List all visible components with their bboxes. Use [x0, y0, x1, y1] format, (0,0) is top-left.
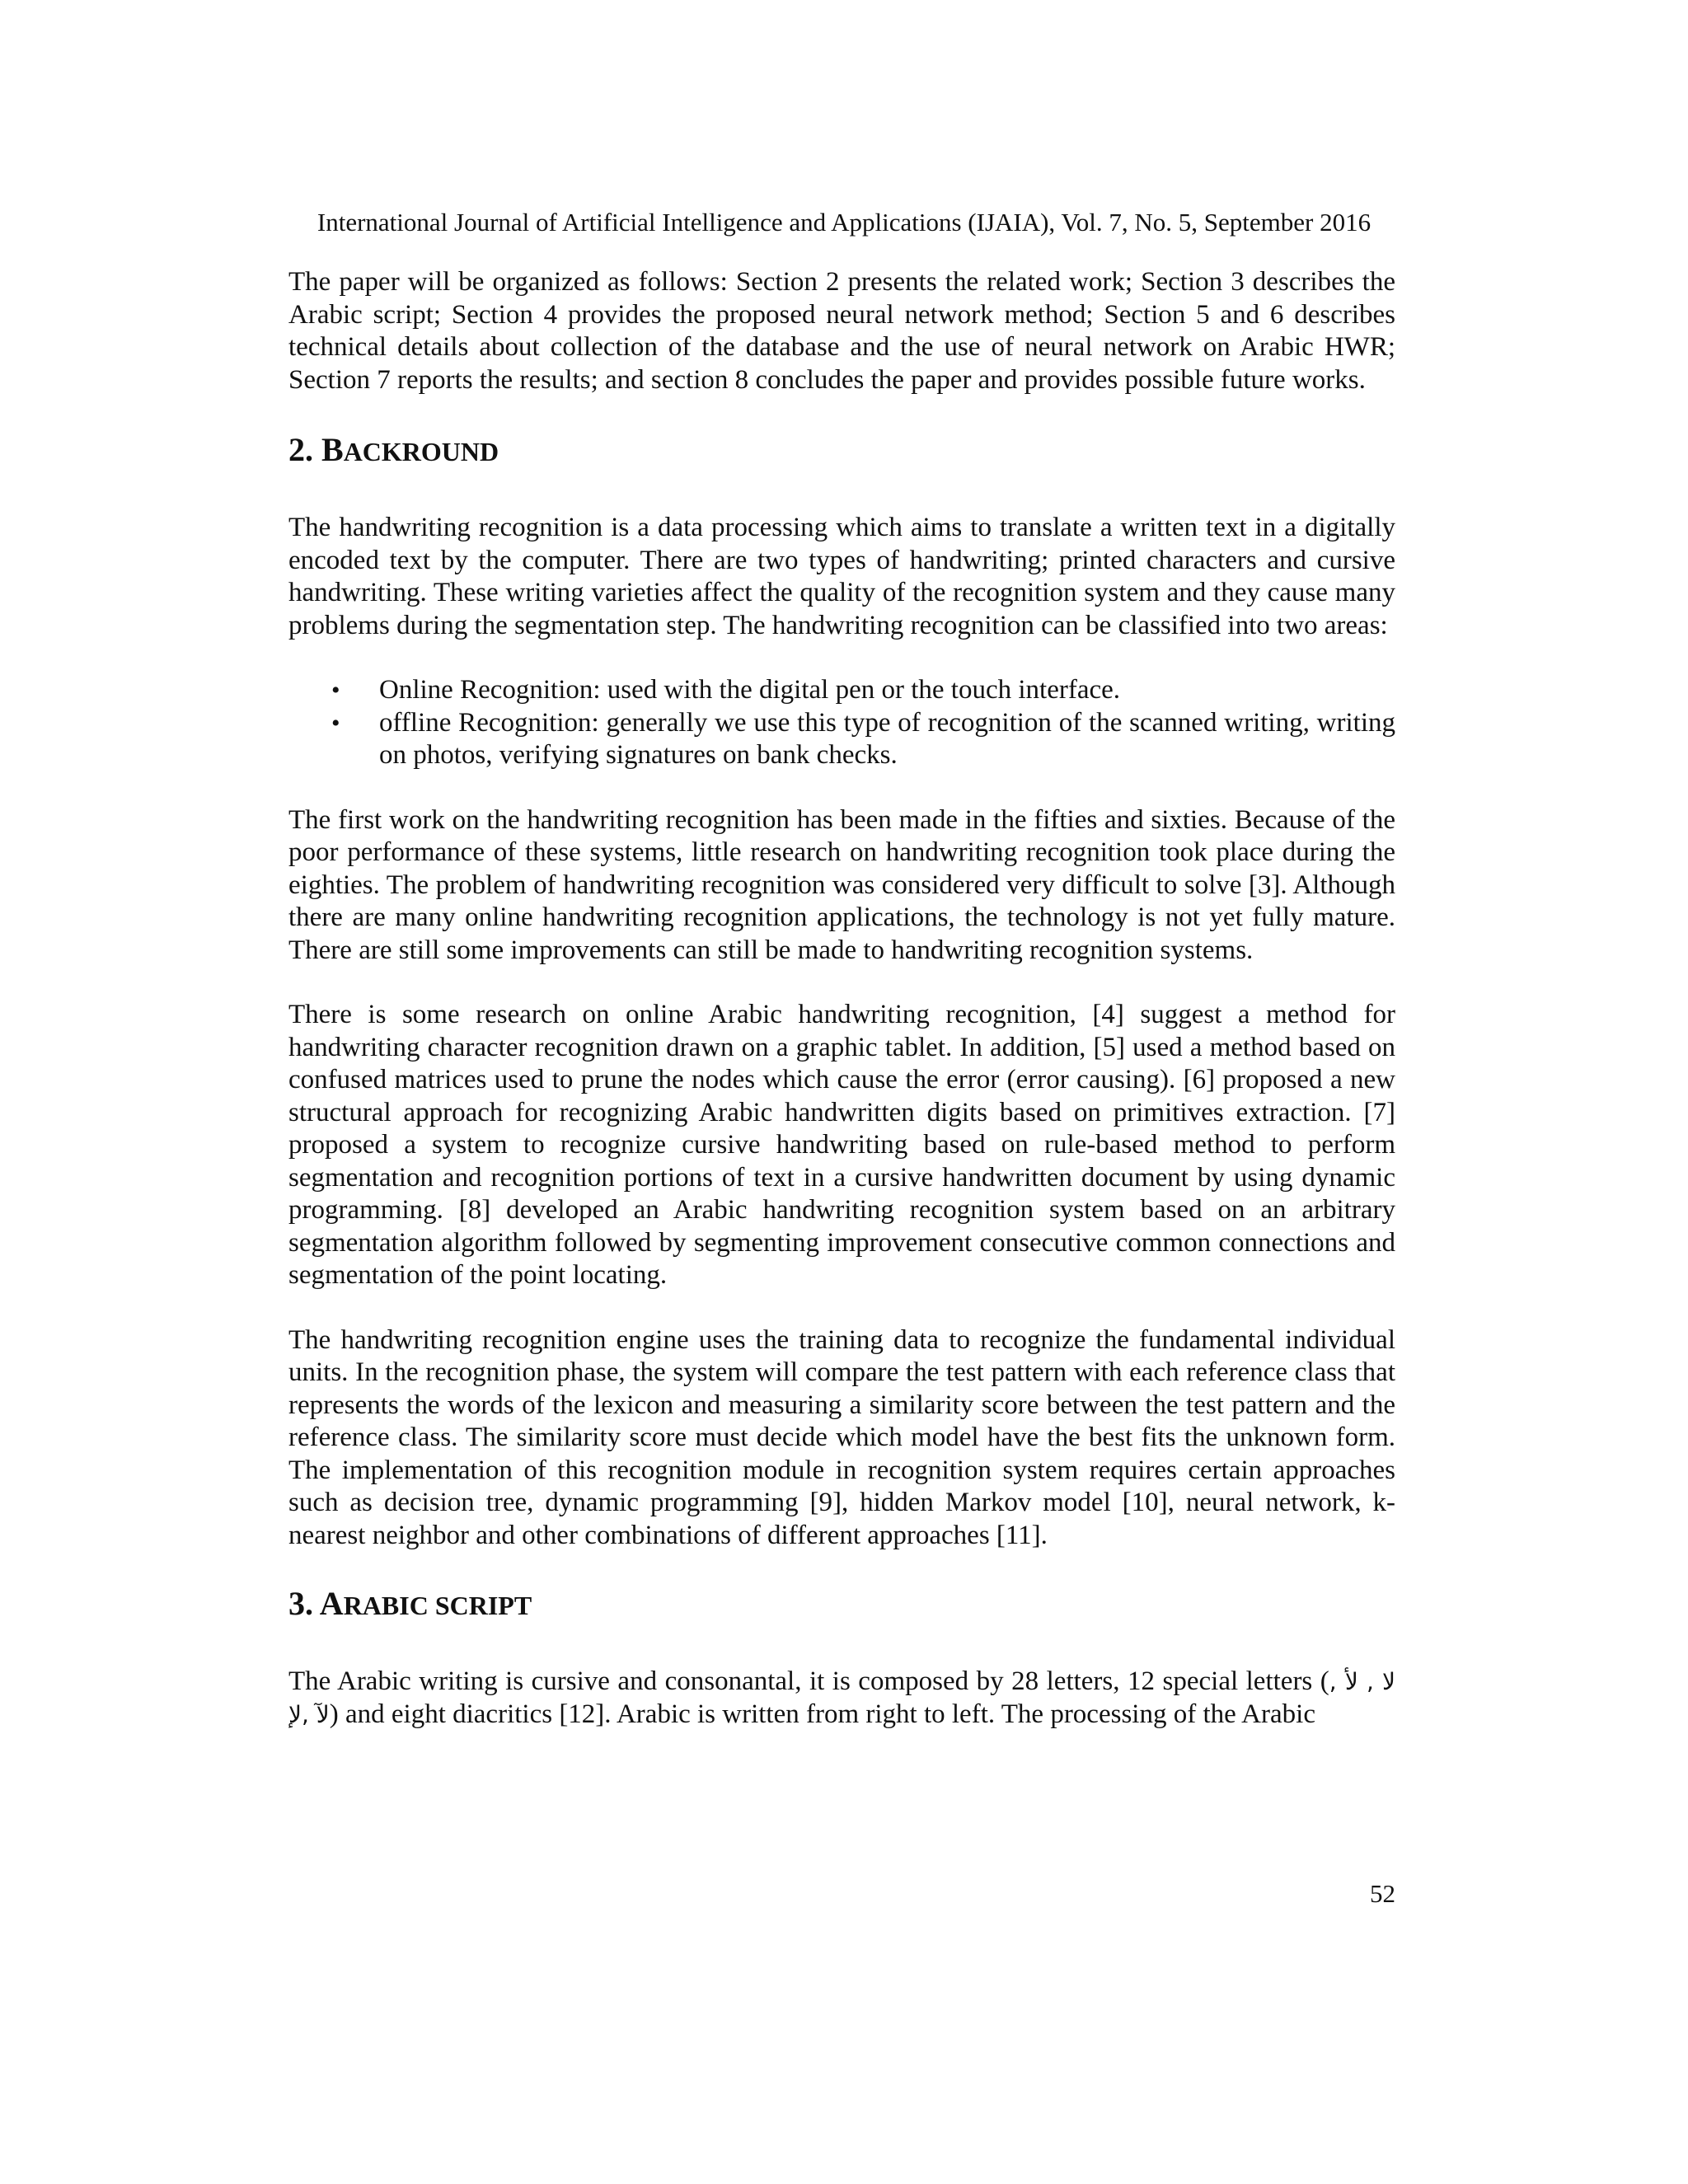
intro-paragraph: The paper will be organized as follows: Section 2 presents the related work; Section 3 describes the Arabic script; Section 4 provides the proposed neural network method; Section 5 and 6 describes technical details about collection of the database and the use of neural network on Arabic HWR; Section 7 reports the results; and section 8 concludes the paper and provides possible future works. — [288, 267, 1395, 395]
section-2-paragraph-2: The first work on the handwriting recognition has been made in the fifties and sixties. Because of the poor performance of these systems, little research on handwriting recognition took place during the eighties. The problem of handwriting recognition was considered very difficult to solve [3]. Although there are many online handwriting recognition applications, the technology is not yet fully mature. There are still some improvements can still be made to handwriting recognition systems. — [288, 804, 1395, 965]
section-2-number: 2. — [288, 431, 313, 468]
section-3-heading — [288, 1584, 1395, 1625]
list-item-text: offline Recognition: generally we use this type of recognition of the scanned writing, writing on photos, verifying signatures on bank checks. — [379, 707, 1395, 770]
arabic-special-letters: ﻻ , ﻷ , ﻵ ,ﻹ — [288, 1668, 1395, 1728]
section-2-title-rest: ACKROUND — [343, 437, 499, 466]
section-2-paragraph-3: There is some research on online Arabic handwriting recognition, [4] suggest a method for handwriting character recognition drawn on a graphic tablet. In addition, [5] used a method based on confused matrices used to prune the nodes which cause the error (error causing). [6] proposed a new structural approach for recognizing Arabic handwritten digits based on primitives extraction. [7] proposed a system to recognize cursive handwriting based on rule-based method to perform segmentation and recognition portions of text in a cursive handwritten document by using dynamic programming. [8] developed an Arabic handwriting recognition system based on an arbitrary segmentation algorithm followed by segmenting improvement consecutive common connections and segmentation of the point locating. — [288, 1000, 1395, 1290]
section-3-text-start: The Arabic writing is cursive and consonantal, it is composed by 28 letters, 12 special letters ( — [288, 1666, 1329, 1696]
recognition-types-list — [288, 674, 1395, 772]
section-3-title-initial: A — [319, 1585, 344, 1622]
list-item-text: Online Recognition: used with the digital pen or the touch interface. — [379, 675, 1121, 705]
section-3-text-end: ) and eight diacritics [12]. Arabic is written from right to left. The processing of the Arabic — [329, 1699, 1315, 1729]
section-2-heading — [288, 430, 1395, 471]
section-2-title-initial: B — [321, 431, 344, 468]
bullet-icon: • — [331, 677, 340, 704]
section-3-number: 3. — [288, 1585, 313, 1622]
bullet-icon: • — [331, 709, 340, 737]
list-item — [288, 707, 1395, 772]
section-3-paragraph — [288, 1666, 1395, 1731]
section-3-title-rest: RABIC SCRIPT — [343, 1591, 532, 1620]
section-2-paragraph-4: The handwriting recognition engine uses the training data to recognize the fundamental individual units. In the recognition phase, the system will compare the test pattern with each reference class that represents the words of the lexicon and measuring a similarity score between the test pattern and the reference class. The similarity score must decide which model have the best fits the unknown form. The implementation of this recognition module in recognition system requires certain approaches such as decision tree, dynamic programming [9], hidden Markov model [10], neural network, k-nearest neighbor and other combinations of different approaches [11]. — [288, 1324, 1395, 1550]
page-body — [288, 266, 1395, 1763]
list-item — [288, 674, 1395, 707]
section-2-paragraph-1: The handwriting recognition is a data processing which aims to translate a written text in a digitally encoded text by the computer. There are two types of handwriting; printed characters and cursive handwriting. These writing varieties affect the quality of the recognition system and they cause many problems during the segmentation step. The handwriting recognition can be classified into two areas: — [288, 513, 1395, 640]
page-number: 52 — [1370, 1879, 1395, 1908]
running-header: International Journal of Artificial Intelligence and Applications (IJAIA), Vol. 7, No. 5, September 2016 — [316, 208, 1372, 237]
